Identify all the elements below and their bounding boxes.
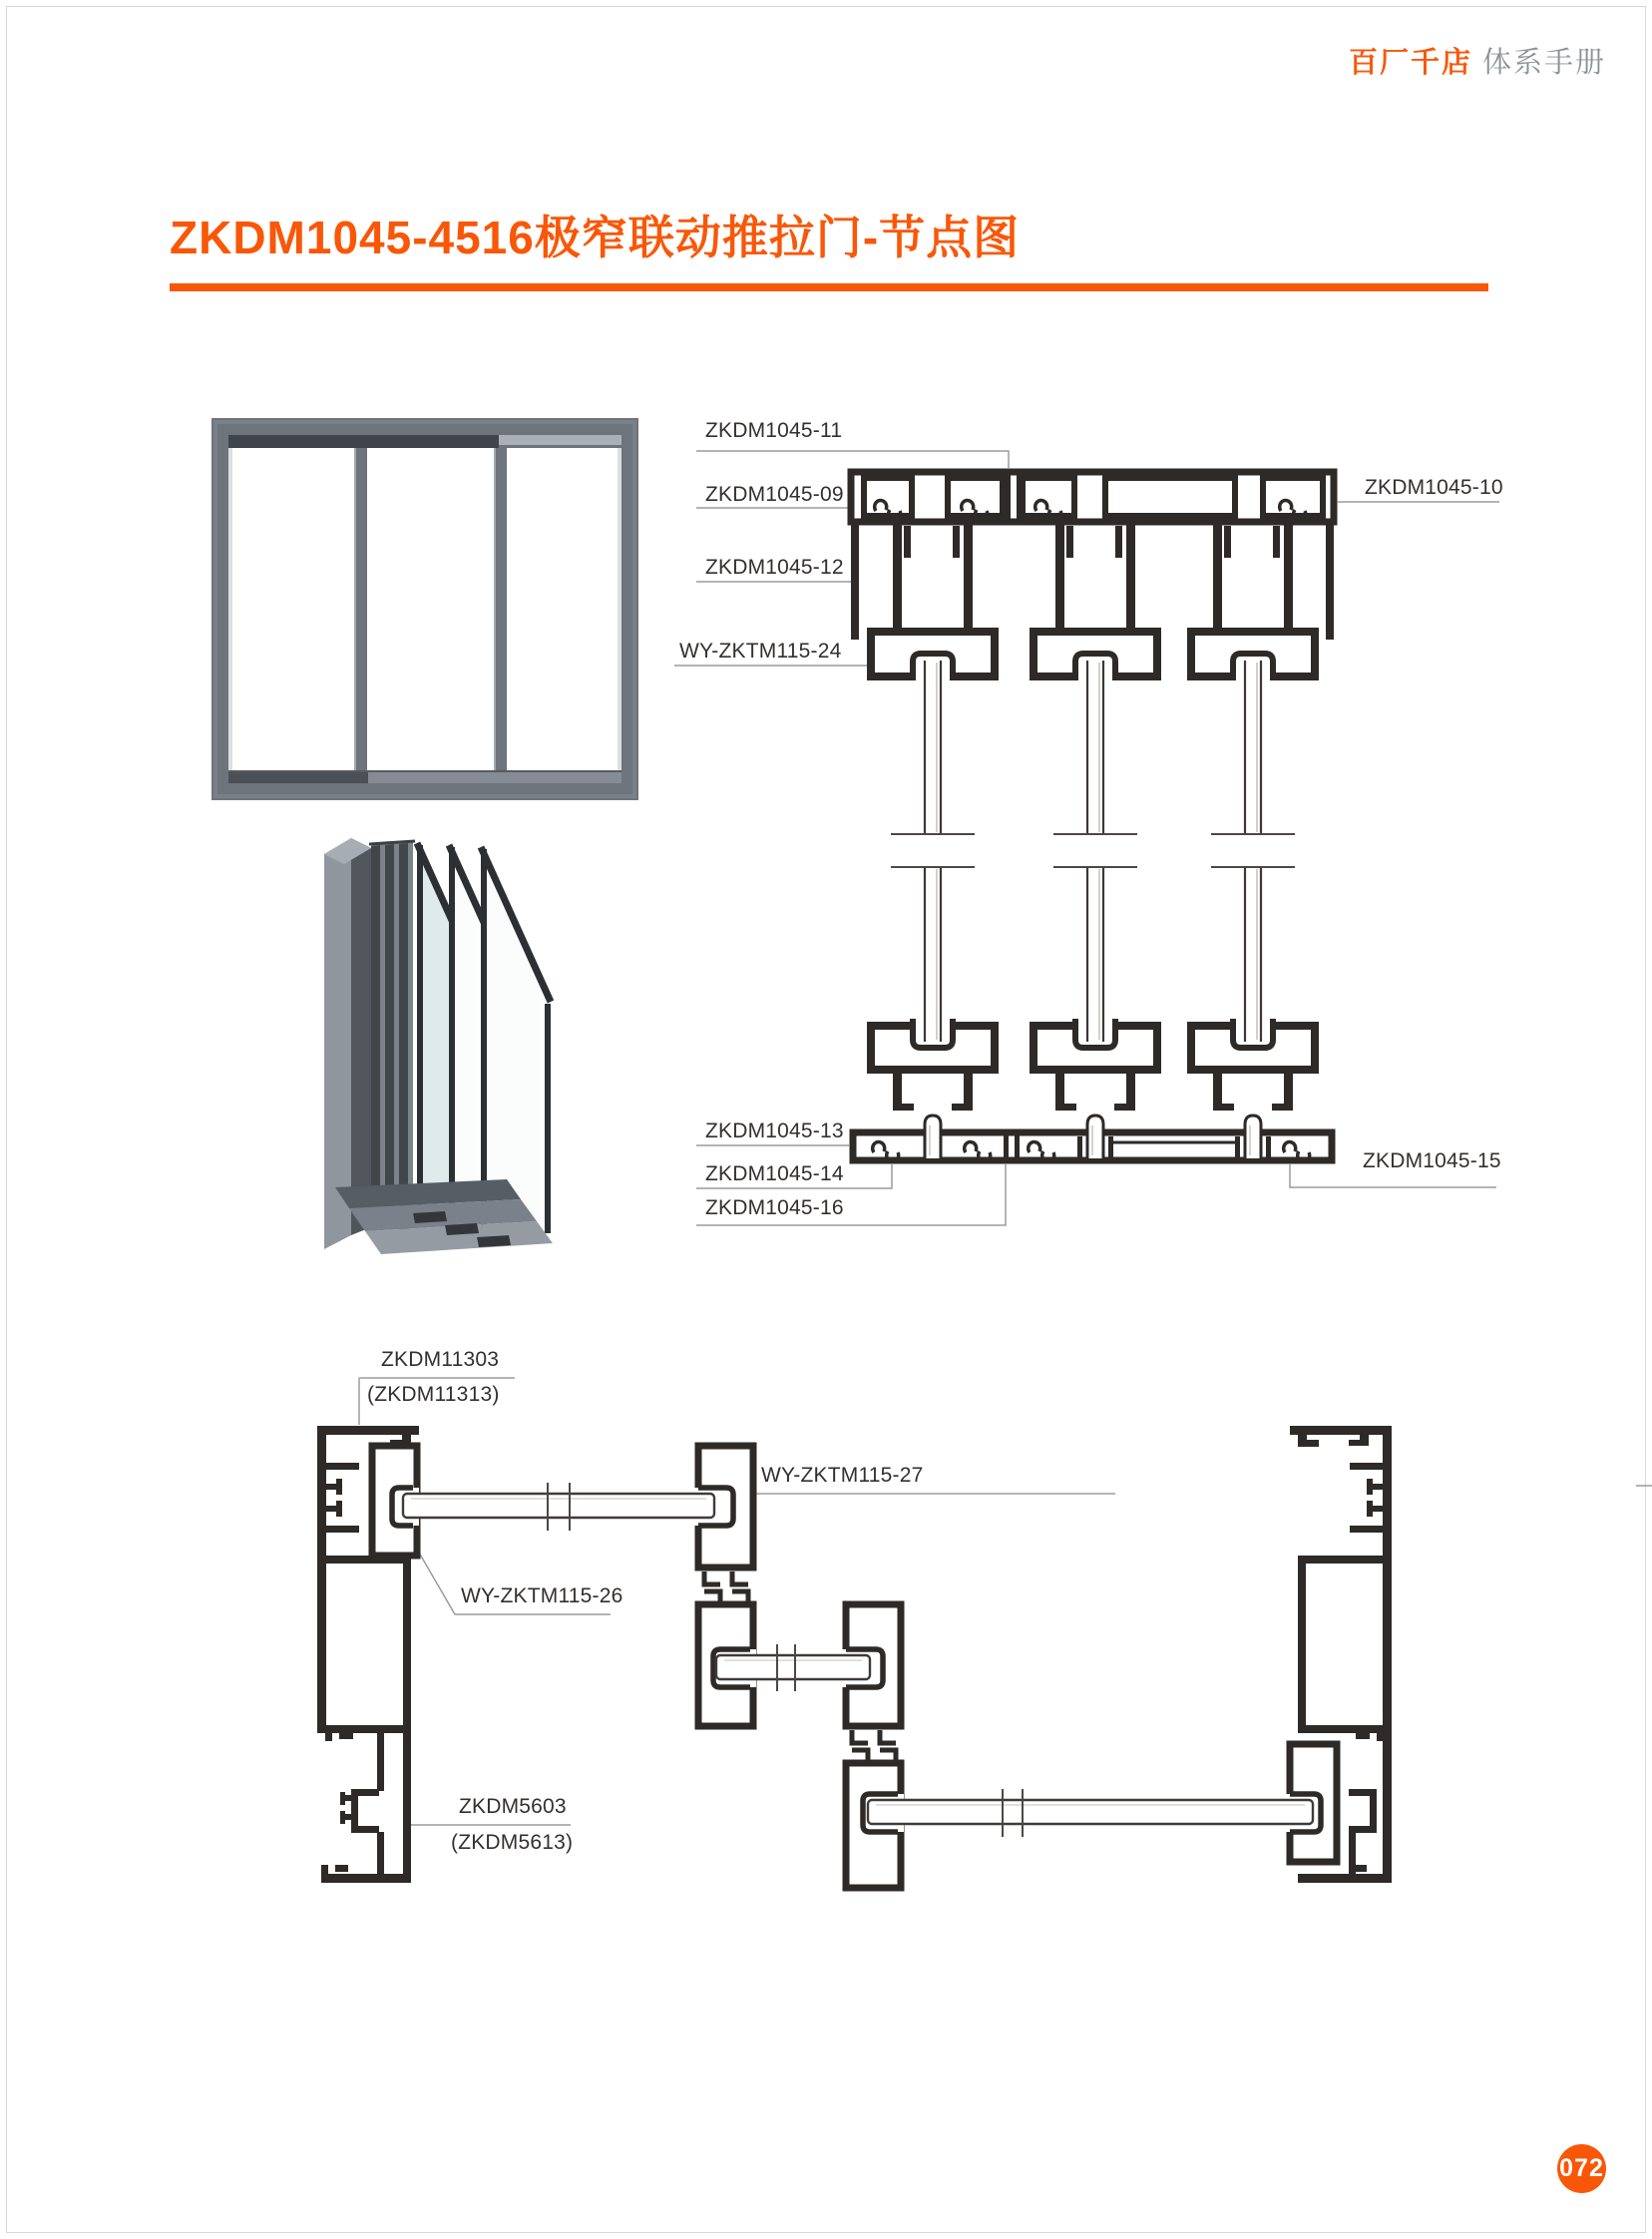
- manual-name-text: 体系手册: [1481, 47, 1606, 79]
- page-number-badge: [1557, 2144, 1606, 2193]
- door2-door3-interlock-stiles: [840, 1604, 904, 1888]
- door-elevation-figure: [211, 418, 640, 802]
- label-wy-zktm115-27: WY-ZKTM115-27: [761, 1464, 924, 1487]
- profile-3d-figure: [299, 828, 638, 1267]
- label-zkdm5613: (ZKDM5613): [451, 1831, 574, 1854]
- label-zkdm5603: ZKDM5603: [459, 1795, 567, 1818]
- label-zkdm1045-10: ZKDM1045-10: [1365, 476, 1503, 499]
- label-zkdm11313: (ZKDM11313): [367, 1383, 500, 1406]
- title-underline: [170, 283, 1488, 291]
- label-zkdm1045-13: ZKDM1045-13: [705, 1120, 844, 1142]
- label-zkdm1045-12: ZKDM1045-12: [705, 556, 844, 579]
- label-zkdm1045-09: ZKDM1045-09: [705, 483, 844, 506]
- page-header: [1349, 40, 1606, 81]
- label-zkdm11303: ZKDM11303: [381, 1348, 500, 1371]
- label-zkdm1045-15: ZKDM1045-15: [1363, 1149, 1501, 1172]
- door1-door2-interlock-stiles: [692, 1446, 756, 1726]
- page-number: 072: [1559, 2154, 1604, 2182]
- label-zkdm1045-16: ZKDM1045-16: [705, 1196, 844, 1219]
- label-zkdm1045-11: ZKDM1045-11: [705, 419, 843, 442]
- page-title: ZKDM1045-4516极窄联动推拉门-节点图: [170, 212, 1021, 263]
- brand-logo-text: 百厂千店: [1348, 47, 1472, 79]
- label-wy-zktm115-24: WY-ZKTM115-24: [679, 640, 842, 663]
- head-track-profile: [851, 472, 1334, 640]
- label-wy-zktm115-26: WY-ZKTM115-26: [461, 1584, 623, 1607]
- label-zkdm1045-14: ZKDM1045-14: [705, 1162, 844, 1185]
